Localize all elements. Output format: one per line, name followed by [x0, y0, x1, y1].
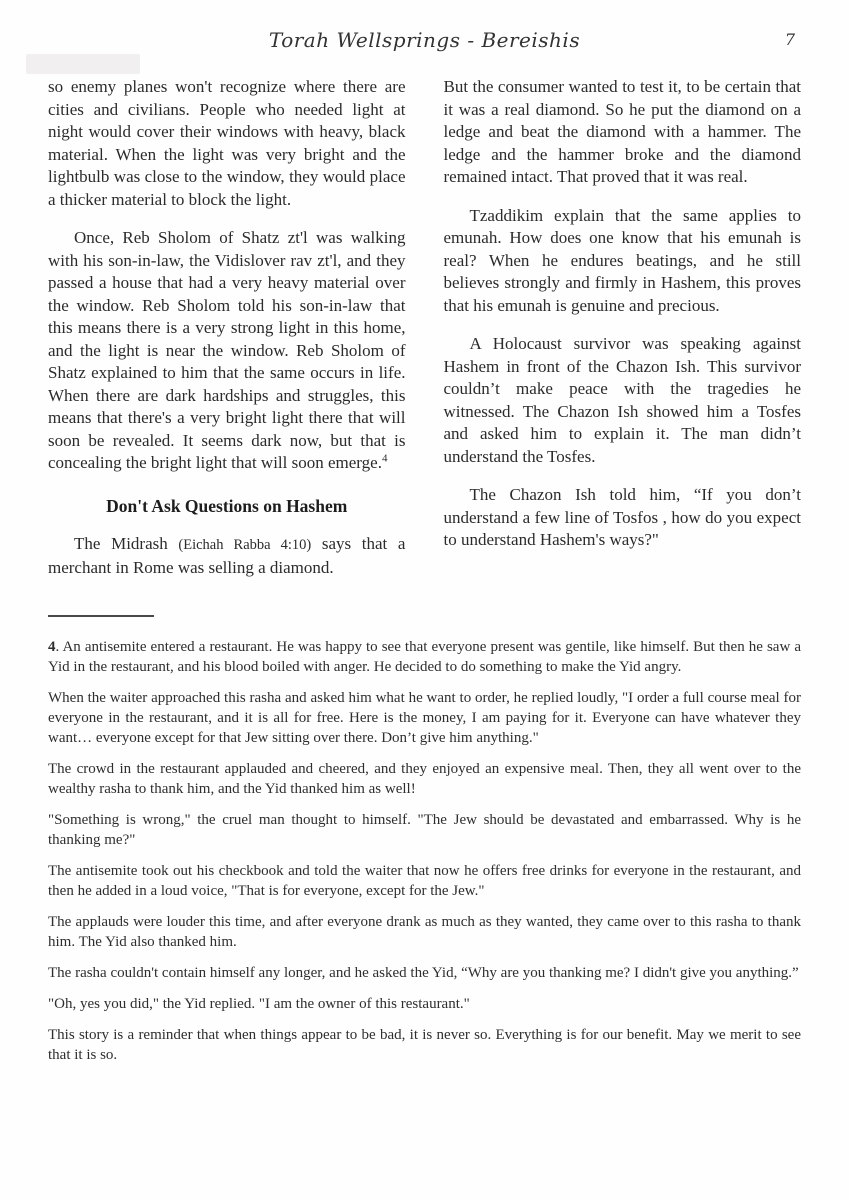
- paragraph-text: Once, Reb Sholom of Shatz zt'l was walking with his son-in-law, the Vidislover rav zt'l, and they passed a house that had a very heavy material over the window. Reb Sholom told his son-in-law that this means there is a very strong light in this home, and the light is near the window. Reb Sholom of Shatz explained to him that the same occurs in life. When there are dark hardships and struggles, this means that there's a very bright light there that will soon be revealed. It seems dark now, but that is concealing the bright light that will soon emerge.: [48, 228, 406, 472]
- paragraph: so enemy planes won't recognize where there are cities and civilians. People who needed light at night would cover their windows with heavy, black material. When the light was very bright and the lightbulb was close to the window, they would place a thicker material to block the light.: [48, 77, 406, 209]
- body-columns: [48, 76, 801, 595]
- footnote-paragraph: "Something is wrong," the cruel man thought to himself. "The Jew should be devastated and embarrassed. Why is he thanking me?": [48, 812, 801, 848]
- footnote-number: 4: [48, 639, 56, 655]
- section-heading: Don't Ask Questions on Hashem: [106, 495, 348, 516]
- footnote-paragraph: The crowd in the restaurant applauded and cheered, and they enjoyed an expensive meal. Then, they all went over to the wealthy rasha to thank him, and the Yid thanked him as well!: [48, 761, 801, 797]
- footnote-ref: 4: [381, 452, 388, 465]
- paragraph: [48, 533, 406, 579]
- footnote-paragraph: [48, 637, 801, 677]
- footnote-paragraph: This story is a reminder that when things appear to be bad, it is never so. Everything is for our benefit. May we merit to see that it is so.: [48, 1027, 801, 1063]
- footnotes-section: [48, 637, 801, 1065]
- paragraph-text: says that a merchant in Rome was selling a diamond.: [48, 534, 406, 577]
- footnote-paragraph: When the waiter approached this rasha and asked him what he want to order, he replied loudly, "I order a full course meal for everyone in the restaurant, and it is all for free. Here is the money, I am paying for it. Everyone can have whatever they want… everyone except for that Jew sitting over there. Don’t give him anything.": [48, 690, 801, 746]
- right-column: [444, 76, 802, 595]
- paragraph: [48, 227, 406, 475]
- paragraph: Tzaddikim explain that the same applies to emunah. How does one know that his emunah is real? When he endures beatings, and he still believes strongly and firmly in Hashem, this proves that his emunah is genuine and precious.: [443, 205, 801, 315]
- citation: (Eichah Rabba 4:10): [178, 537, 312, 553]
- paragraph: But the consumer wanted to test it, to be certain that it was a real diamond. So he put the diamond on a ledge and beat the diamond with a hammer. The ledge and the hammer broke and the diamond remained intact. That proved that it was real.: [443, 77, 801, 186]
- paragraph: A Holocaust survivor was speaking against Hashem in front of the Chazon Ish. This survivor couldn’t make peace with the tragedies he witnessed. The Chazon Ish showed him a Tosfes and asked him to explain it. The man didn’t understand the Tosfes.: [443, 334, 801, 466]
- footnote-paragraph: The applauds were louder this time, and after everyone drank as much as they wanted, they came over to this rasha to thank him. The Yid also thanked him.: [48, 914, 801, 950]
- footnote-paragraph: The antisemite took out his checkbook and told the waiter that now he offers free drinks for everyone in the restaurant, and then he added in a loud voice, "That is for everyone, except for the Jew.": [48, 863, 801, 899]
- footnote-paragraph: The rasha couldn't contain himself any longer, and he asked the Yid, “Why are you thanking me? I didn't give you anything.”: [48, 965, 799, 981]
- paragraph-text: The Midrash: [74, 534, 179, 553]
- footnote-separator: [48, 615, 154, 617]
- page-number: 7: [784, 30, 795, 49]
- left-column: [48, 76, 406, 595]
- page-header: [48, 28, 801, 64]
- paragraph: The Chazon Ish told him, “If you don’t understand a few line of Tosfos , how do you expect to understand Hashem's ways?": [443, 485, 801, 549]
- footnote-paragraph: "Oh, yes you did," the Yid replied. "I am the owner of this restaurant.": [48, 996, 470, 1012]
- footnote-text: . An antisemite entered a restaurant. He was happy to see that everyone present was gentile, like himself. But then he saw a Yid in the restaurant, and his blood boiled with anger. He decided to do something to make the Yid angry.: [48, 639, 801, 675]
- running-title: Torah Wellsprings - Bereishis: [268, 28, 581, 52]
